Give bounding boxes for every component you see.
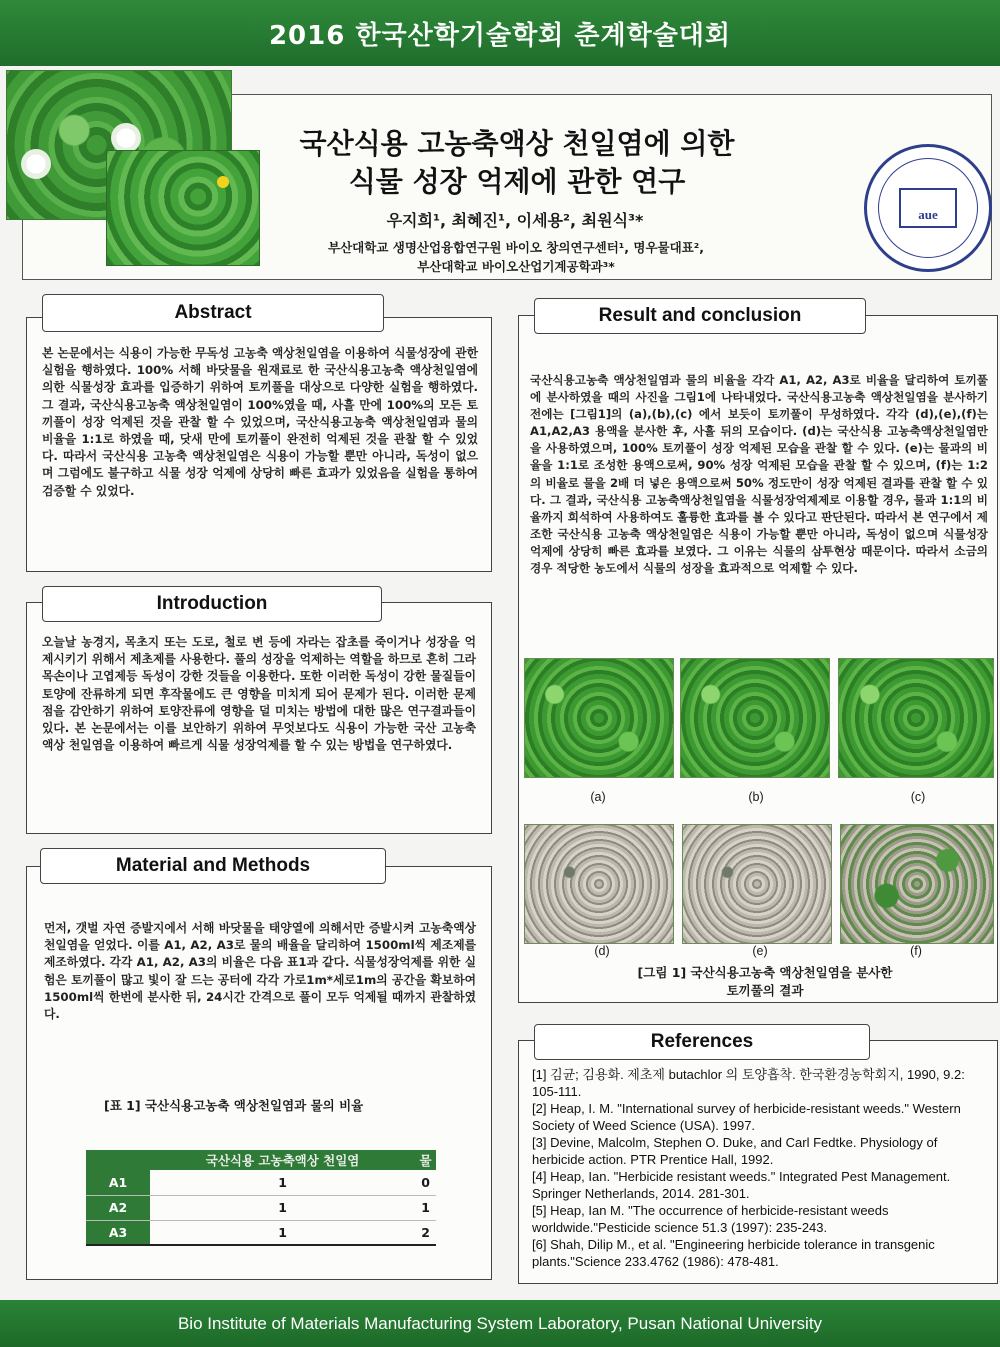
white-clover-flower [111, 123, 141, 153]
photo-label-a: (a) [590, 790, 606, 804]
poster-title-line1: 국산식용 고농축액상 천일염에 의한 [299, 127, 735, 160]
university-seal-icon [864, 144, 992, 272]
table-cell-water: 1 [415, 1195, 436, 1220]
table-row-label: A2 [86, 1195, 150, 1220]
photo-label-d: (d) [594, 944, 610, 958]
reference-item: [5] Heap, Ian M. "The occurrence of herbicide-resistant weeds worldwide."Pesticide science 51.3 (1997): 235-243. [532, 1203, 889, 1235]
conference-banner [0, 0, 1000, 66]
photo-label-b: (b) [748, 790, 764, 804]
photo-e [682, 824, 832, 944]
photo-b [680, 658, 830, 778]
footer-banner [0, 1300, 1000, 1347]
affiliation-line1: 부산대학교 생명산업융합연구원 바이오 창의연구센터¹, 명우물대표², [328, 240, 704, 255]
table-cell-salt: 1 [150, 1195, 415, 1220]
table-cell-water: 2 [415, 1220, 436, 1245]
introduction-text: 오늘날 농경지, 목초지 또는 도로, 철로 변 등에 자라는 잡초를 죽이거나 성장을 억제시키기 위해서 제초제를 사용한다. 풀의 성장을 억제하는 역할을 하므로 흔히 그라목손이나 고엽제등 독성이 강한 것들을 이용한다. 또한 이러한 독성이 강한 물질들이 토양에 잔류하게 되면 후작물에도 큰 영향을 미치게 되어 문제가 된다. 이러한 문제점을 감안하기 위하여 토양잔류에 영향을 덜 미치는 방법에 대한 많은 연구결과들이 있다. 본 논문에서는 이를 보안하기 위하여 무엇보다도 식용이 가능한 국산 고농축 액상 천일염을 이용하여 빠르게 식물 성장억제를 할 수 있는 방법을 연구하였다. [42, 635, 476, 753]
photo-c [838, 658, 994, 778]
footer-text: Bio Institute of Materials Manufacturing System Laboratory, Pusan National University [177, 1313, 823, 1333]
table-header-cell: 국산식용 고농축액상 천일염 [150, 1150, 415, 1170]
photo-label-c: (c) [910, 790, 926, 804]
abstract-heading: Abstract [42, 294, 384, 332]
photo-a [524, 658, 674, 778]
clover-photo-inset [106, 150, 260, 266]
photo-label-f: (f) [910, 944, 922, 958]
methods-heading: Material and Methods [40, 848, 386, 884]
white-clover-flower [21, 149, 51, 179]
reference-item: [6] Shah, Dilip M., et al. "Engineering herbicide tolerance in transgenic plants."Science 233.4762 (1986): 478-481. [532, 1237, 935, 1269]
table-cell-salt: 1 [150, 1170, 415, 1195]
table-cell-water: 0 [415, 1170, 436, 1195]
table-row [86, 1170, 436, 1195]
poster-title-line2: 식물 성장 억제에 관한 연구 [348, 165, 686, 198]
seal-emblem-text: aue [918, 207, 938, 222]
methods-text: 먼저, 갯벌 자연 증발지에서 서해 바닷물을 태양열에 의해서만 증발시켜 고농축액상천일염을 얻었다. 이를 A1, A2, A3로 물의 배율을 달리하여 1500ml씩 제조제를 제조하였다. 각각 A1, A2, A3의 비율은 다음 표1과 같다. 식물성장억제를 위한 실험은 토끼풀이 많고 빛이 잘 드는 공터에 각각 가로1m*세로1m의 공간을 확보하여 1500ml씩 한번에 분사한 뒤, 24시간 간격으로 풀이 모두 억제될 때까지 관찰하였다. [44, 921, 476, 1022]
table-row [86, 1220, 436, 1245]
table-row [86, 1195, 436, 1220]
affiliation-line2: 부산대학교 바이오산업기계공학과³* [417, 259, 615, 274]
photo-f [840, 824, 994, 944]
authors: 우지희¹, 최혜진¹, 이세용², 최원식³* [386, 211, 644, 230]
figure-caption-line2: 토끼풀의 결과 [726, 983, 804, 998]
result-text: 국산식용고농축 액상천일염과 물의 비율을 각각 A1, A2, A3로 비율을 달리하여 토끼풀에 분사하였을 때의 사진을 그림1에 나타내었다. 국산식용고농축 액상천일염을 분사하기 전에는 [그림1]의 (a),(b),(c) 에서 보듯이 토끼풀이 무성하였다. 각각 (d),(e),(f)는 A1,A2,A3 용액을 분사한 후, 사흘 뒤의 모습이다. (d)는 국산식용 고농축액상천일염만을 사용하였으며, 100% 토끼풀이 성장 억제된 모습을 관찰 할 수 있다. (e)는 물과의 비율을 1:1로 조성한 용액으로써, 90% 성장 억제된 모습을 관찰 할 수 있으며, (f)는 1:2의 비율로 물을 2배 더 넣은 용액으로써 50% 정도만이 성장 억제된 결과를 관찰 할 수 있다. 그 결과, 국산식용 고농축액상천일염을 식물성장억제제로 이용할 경우, 물과 1:1의 비율까지 희석하여 사용하여도 훌륭한 효과를 볼 수 있다고 판단된다. 따라서 본 연구에서 제조한 국산식용 고농축 액상천일염은 식용이 가능할 뿐만 아니라, 독성이 없으며 식물성장억제에 상당히 빠른 효과를 보였다. 그 이유는 식물의 삼투현상 때문이다. 따라서 소금의 경우 적당한 농도에서 식물의 성장을 효과적으로 억제할 수 있다. [530, 373, 988, 576]
figure-caption-line1: [그림 1] 국산식용고농축 액상천일염을 분사한 [637, 965, 893, 980]
yellow-flower [217, 176, 229, 188]
reference-item: [1] 김균; 김용화. 제초제 butachlor 의 토양흡착. 한국환경농학회지, 1990, 9.2: 105-111. [532, 1067, 965, 1099]
references-heading: References [534, 1024, 870, 1060]
table-caption: [표 1] 국산식용고농축 액상천일염과 물의 비율 [104, 1098, 364, 1113]
table-header-cell [86, 1150, 150, 1170]
reference-item: [4] Heap, Ian. "Herbicide resistant weeds." Integrated Pest Management. Springer Netherlands, 2014. 281-301. [532, 1169, 951, 1201]
reference-item: [3] Devine, Malcolm, Stephen O. Duke, and Carl Fedtke. Physiology of herbicide action. PTR Prentice Hall, 1992. [532, 1135, 938, 1167]
reference-item: [2] Heap, I. M. "International survey of herbicide-resistant weeds." Western Society of Weed Science (USA). 1997. [532, 1101, 961, 1133]
ratio-table [86, 1150, 436, 1246]
references-list [532, 1066, 988, 1270]
table-header-row [86, 1150, 436, 1170]
conference-title: 2016 한국산학기술학회 춘계학술대회 [268, 20, 732, 51]
table-header-cell: 물 [415, 1150, 436, 1170]
introduction-heading: Introduction [42, 586, 382, 622]
photo-d [524, 824, 674, 944]
result-heading: Result and conclusion [534, 298, 866, 334]
table-row-label: A3 [86, 1220, 150, 1245]
abstract-text: 본 논문에서는 식용이 가능한 무독성 고농축 액상천일염을 이용하여 식물성장에 관한 실험을 행하였다. 100% 서해 바닷물을 원재료로 한 국산식용고농축 액상천일염에 의한 식물성장 효과를 입증하기 위하여 토끼풀을 대상으로 다양한 실험을 행하였다. 그 결과, 국산식용고농축 액상천일염이 100%였을 때, 사흘 만에 100%의 모든 토끼풀이 성장 억제된 것을 관찰 할 수 있었으며, 국산식용고농축 액상천일염과 물의 비율을 1:1로 하였을 때, 닷새 만에 토끼풀이 완전히 억제된 것을 관찰 할 수 있었다. 따라서 국산식용 고농축 액상천일염은 식용이 가능할 뿐만 아니라, 독성이 없으며 그럼에도 불구하고 식물 성장 억제에 상당히 빠른 효과가 있었음을 실험을 통하여 검증할 수 있었다. [42, 346, 478, 498]
table-cell-salt: 1 [150, 1220, 415, 1245]
table-row-label: A1 [86, 1170, 150, 1195]
photo-label-e: (e) [752, 944, 768, 958]
